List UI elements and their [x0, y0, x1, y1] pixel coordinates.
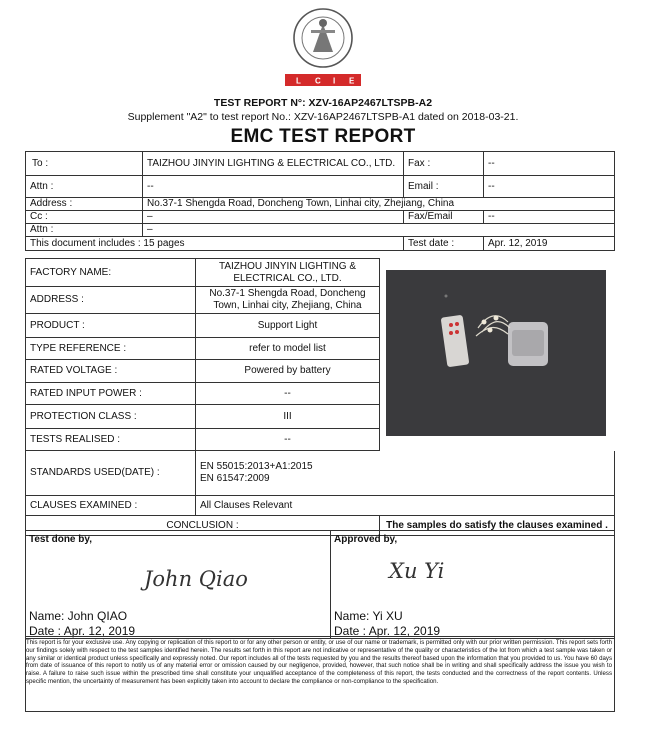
- product-label: PRODUCT :: [26, 314, 196, 338]
- approved-by-name: Name: Yi XU: [334, 609, 403, 623]
- email-label: Email :: [404, 176, 484, 198]
- rated-voltage-label: RATED VOLTAGE :: [26, 360, 196, 383]
- approved-by-cell: [331, 531, 615, 639]
- disclaimer-text: This report is for your exclusive use. Any copying or replication of this report to or for any other person or entity, or use of our name or trademark, is permitted only with our prior written permission. This report sets forth our findings solely with respect to the test samples identified herein. The results set forth in this report are not indicative or representative of the quality or characteristics of the lot from which a test sample was taken or any similar or identical product unless specifically and expressly noted. Our report includes all of the tests requested by you and the results thereof based upon the information that you provided to us. You have 60 days from date of issuance of this report to notify us of any material error or omission caused by our negligence, provided, however, that such notice shall be in writing and shall specifically address the issue you wish to raise. A failure to raise such issue within the prescribed time shall constitute your unqualified acceptance of the completeness of this report, the tests conducted and the correctness of the report contents. Unless specific mention, the uncertainty of measurement has been explicitly taken into account to declare the compliance or non-compliance to the specification.: [26, 639, 612, 685]
- clauses-examined-label: CLAUSES EXAMINED :: [26, 496, 196, 516]
- email-value: --: [484, 176, 615, 198]
- bureau-veritas-lcie-logo: [283, 6, 363, 90]
- type-reference-value: refer to model list: [196, 338, 380, 360]
- attn2-value: –: [143, 224, 615, 237]
- product-value: Support Light: [196, 314, 380, 338]
- logo-letter-i: I: [333, 76, 336, 86]
- standard-1: EN 55015:2013+A1:2015: [200, 461, 313, 472]
- protection-class-label: PROTECTION CLASS :: [26, 405, 196, 429]
- approved-by-label: Approved by,: [334, 534, 398, 545]
- tests-realised-label: TESTS REALISED :: [26, 429, 196, 451]
- supplement-line: Supplement "A2" to test report No.: XZV-16AP2467LTSPB-A1 dated on 2018-03-21.: [127, 111, 519, 123]
- cc-label: Cc :: [26, 211, 143, 224]
- fax-email-label: Fax/Email: [404, 211, 484, 224]
- fax-label: Fax :: [404, 152, 484, 176]
- disclaimer-box: [25, 636, 615, 712]
- conclusion-value: The samples do satisfy the clauses examined .: [380, 516, 615, 536]
- rated-voltage-value: Powered by battery: [196, 360, 380, 383]
- tested-by-cell: [26, 531, 331, 639]
- fax-email-value: --: [484, 211, 615, 224]
- fax-value: --: [484, 152, 615, 176]
- test-date-label: Test date :: [404, 237, 484, 251]
- test-date-value: Apr. 12, 2019: [484, 237, 615, 251]
- logo-letter-e: E: [349, 76, 355, 86]
- address-label: ADDRESS :: [26, 287, 196, 314]
- protection-class-value: III: [196, 405, 380, 429]
- address-value: No.37-1 Shengda Road, Doncheng Town, Linhai city, Zhejiang, China: [143, 198, 615, 211]
- logo-letter-c: C: [315, 76, 321, 86]
- tests-realised-value: --: [196, 429, 380, 451]
- standard-2: EN 61547:2009: [200, 473, 270, 484]
- address-label: Address :: [26, 198, 143, 211]
- standards-used-label: STANDARDS USED(DATE) :: [26, 451, 196, 496]
- tested-by-label: Test done by,: [29, 534, 92, 545]
- tested-by-name: Name: John QIAO: [29, 609, 128, 623]
- rated-power-label: RATED INPUT POWER :: [26, 383, 196, 405]
- page-title: EMC TEST REPORT: [230, 126, 416, 147]
- attn-label: Attn :: [26, 176, 143, 198]
- address-value: No.37-1 Shengda Road, Doncheng Town, Linhai city, Zhejiang, China: [196, 287, 380, 314]
- cc-value: –: [143, 211, 404, 224]
- logo-letter-l: L: [296, 76, 301, 86]
- tested-by-signature: John Qiao: [144, 567, 248, 591]
- attn2-label: Attn :: [26, 224, 143, 237]
- clauses-examined-value: All Clauses Relevant: [196, 496, 615, 516]
- page-count: This document includes : 15 pages: [26, 237, 404, 251]
- approved-by-signature: Xu Yi: [389, 559, 445, 583]
- sample-photo: [386, 270, 606, 436]
- attn-value: --: [143, 176, 404, 198]
- signature-table: [25, 530, 615, 639]
- rated-power-value: --: [196, 383, 380, 405]
- conclusion-label: CONCLUSION :: [26, 516, 380, 536]
- contact-table: [25, 151, 615, 251]
- tested-by-date: Date : Apr. 12, 2019: [29, 624, 136, 638]
- to-value: TAIZHOU JINYIN LIGHTING & ELECTRICAL CO., LTD.: [143, 152, 404, 176]
- factory-name-value: TAIZHOU JINYIN LIGHTING & ELECTRICAL CO., LTD.: [196, 259, 380, 287]
- standards-used-value: [196, 451, 615, 496]
- factory-name-label: FACTORY NAME:: [26, 259, 196, 287]
- report-number: TEST REPORT N°: XZV-16AP2467LTSPB-A2: [213, 97, 433, 109]
- approved-by-date: Date : Apr. 12, 2019: [334, 624, 441, 638]
- type-reference-label: TYPE REFERENCE :: [26, 338, 196, 360]
- to-label: To :: [26, 152, 143, 176]
